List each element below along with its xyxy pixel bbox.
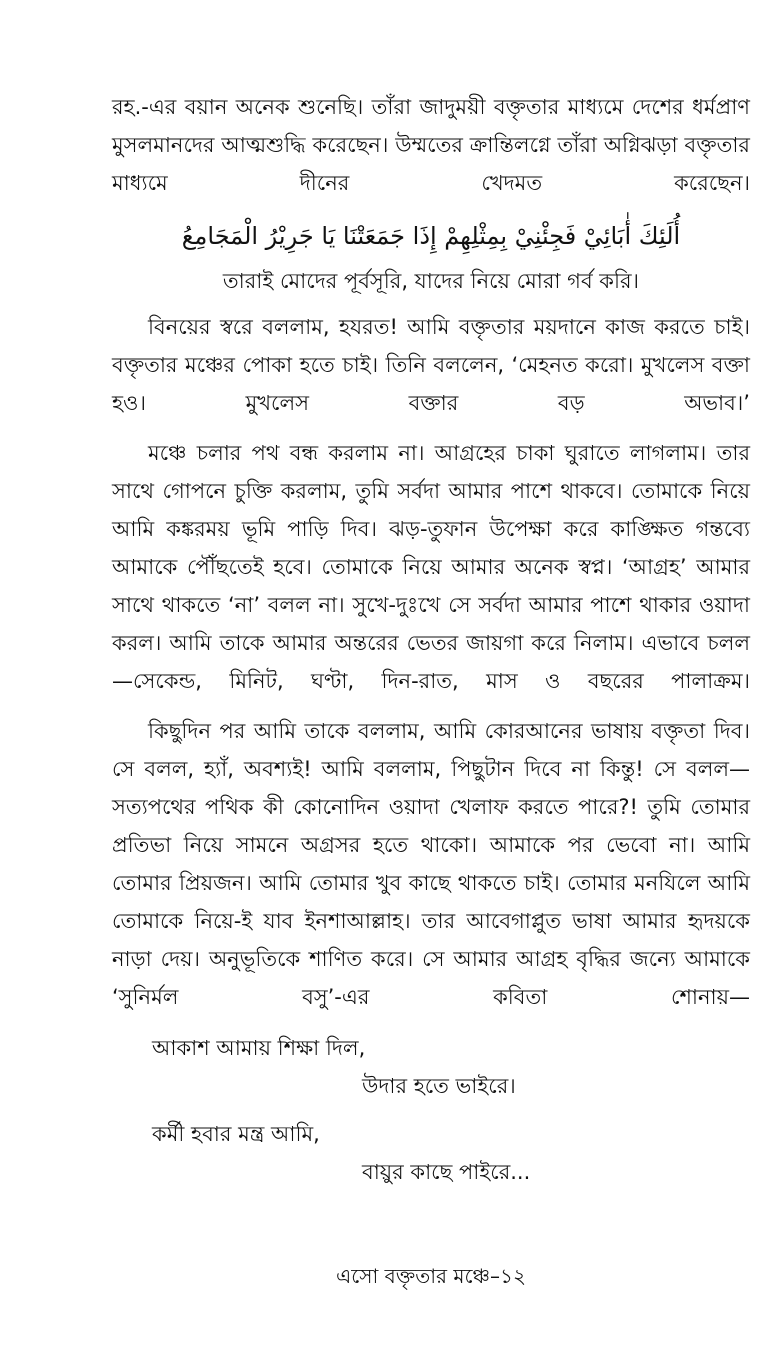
poem-line-2: উদার হতে ভাইরে। bbox=[362, 1074, 516, 1098]
paragraph-4: কিছুদিন পর আমি তাকে বললাম, আমি কোরআনের ভাষায় বক্তৃতা দিব। সে বলল, হ্যাঁ, অবশ্যই! আমি বললাম, পিছুটান দিবে না কিন্তু! সে বলল—সত্যপথের পথিক কী কোনোদিন ওয়াদা খেলাফ করতে পারে?! তুমি তোমার প্রতিভা নিয়ে সামনে অগ্রসর হতে থাকো। আমাকে পর ভেবো না। আমি তোমার প্রিয়জন। আমি তোমার খুব কাছে থাকতে চাই। তোমার মনযিলে আমি তোমাকে নিয়ে-ই যাব ইনশাআল্লাহ। তার আবেগাপ্লুত ভাষা আমার হৃদয়কে নাড়া দেয়। অনুভূতিকে শাণিত করে। সে আমার আগ্রহ বৃদ্ধির জন্যে আমাকে ‘সুনির্মল বসু’-এর কবিতা শোনায়— bbox=[112, 719, 750, 1009]
poem-line-3: কর্মী হবার মন্ত্র আমি, bbox=[152, 1122, 320, 1146]
paragraph-2: বিনয়ের স্বরে বললাম, হযরত! আমি বক্তৃতার ময়দানে কাজ করতে চাই। বক্তৃতার মঞ্চের পোকা হতে চাই। তিনি বললেন, ‘মেহনত করো। মুখলেস বক্তা হও। মুখলেস বক্তার বড় অভাব।’ bbox=[112, 315, 750, 415]
poem-line-1: আকাশ আমায় শিক্ষা দিল, bbox=[152, 1036, 366, 1060]
paragraph-1: রহ.-এর বয়ান অনেক শুনেছি। তাঁরা জাদুময়ী বক্তৃতার মাধ্যমে দেশের ধর্মপ্রাণ মুসলমানদের আত্মশুদ্ধি করেছেন। উম্মতের ক্রান্তিলগ্নে তাঁরা অগ্নিঝড়া বক্তৃতার মাধ্যমে দীনের খেদমত করেছেন। bbox=[112, 95, 750, 195]
poem-line-4: বায়ুর কাছে পাইরে... bbox=[362, 1160, 531, 1184]
paragraph-3: মঞ্চে চলার পথ বন্ধ করলাম না। আগ্রহের চাকা ঘুরাতে লাগলাম। তার সাথে গোপনে চুক্তি করলাম, তুমি সর্বদা আমার পাশে থাকবে। তোমাকে নিয়ে আমি কঙ্করময় ভূমি পাড়ি দিব। ঝড়-তুফান উপেক্ষা করে কাঙ্ক্ষিত গন্তব্যে আমাকে পৌঁছতেই হবে। তোমাকে নিয়ে আমার অনেক স্বপ্ন। ‘আগ্রহ’ আমার সাথে থাকতে ‘না’ বলল না। সুখে-দুঃখে সে সর্বদা আমার পাশে থাকার ওয়াদা করল। আমি তাকে আমার অন্তরের ভেতর জায়গা করে নিলাম। এভাবে চলল—সেকেন্ড, মিনিট, ঘণ্টা, দিন-রাত, মাস ও বছরের পালাক্রম। bbox=[112, 441, 750, 693]
poem bbox=[112, 1032, 750, 1202]
verse-translation: তারাই মোদের পূর্বসূরি, যাদের নিয়ে মোরা গর্ব করি। bbox=[222, 269, 640, 293]
arabic-verse: أُلَئِكَ أٰبَائِيْ فَجِئْنِيْ بِمِثْلِهِمْ إِذَا جَمَعَتْنَا يَا جَرِيْرُ الْمَجَامِعُ bbox=[181, 222, 681, 250]
page-footer: এসো বক্তৃতার মঞ্চে–১২ bbox=[336, 1264, 526, 1288]
